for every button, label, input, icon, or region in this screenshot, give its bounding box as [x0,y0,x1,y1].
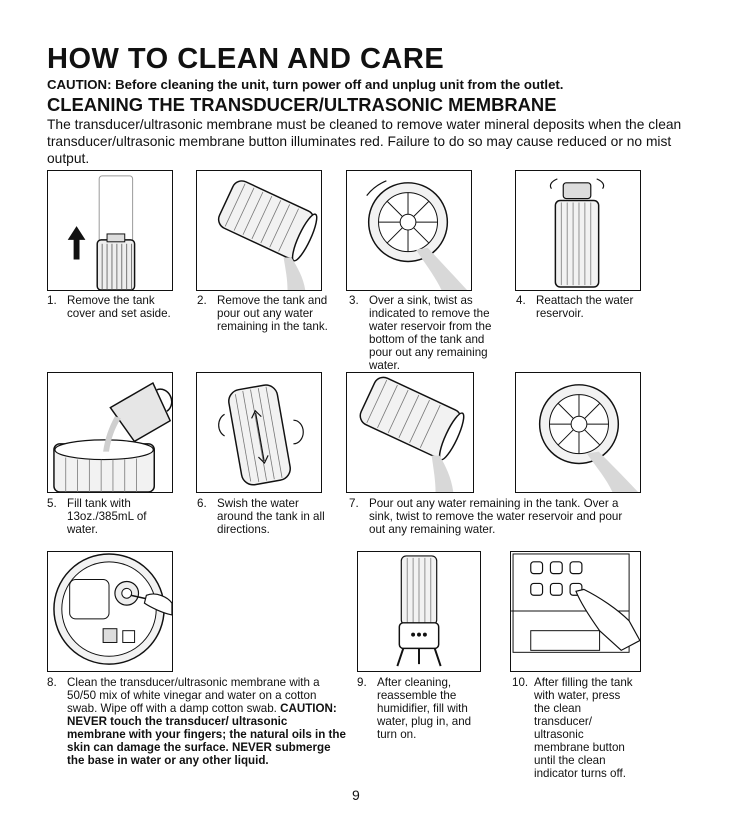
twist-again-illustration [516,373,640,492]
swish-illustration [197,373,321,492]
step-8 [47,676,347,767]
caution-line: CAUTION: Before cleaning the unit, turn power off and unplug unit from the outlet. [47,77,564,92]
illustration-press-clean-button [510,551,641,672]
step-number: 7. [349,497,359,510]
step-text: Remove the tank and pour out any water remaining in the tank. [217,294,328,333]
step-9 [357,676,482,741]
step-text: Remove the tank cover and set aside. [67,294,171,320]
step-number: 3. [349,294,359,307]
step-text: After filling the tank with water, press the clean transducer/ ultrasonic membrane button until the clean indicator turns off. [534,676,633,780]
step-number: 1. [47,294,57,307]
step-text: Over a sink, twist as indicated to remove the water reservoir from the bottom of the tank and pour out any remaining water. [369,294,492,372]
reattach-illustration [516,171,640,290]
illustration-fill-tank [47,372,173,493]
step-number: 9. [357,676,367,689]
page-title: HOW TO CLEAN AND CARE [47,43,445,75]
clean-membrane-illustration [48,552,172,671]
tank-cover-illustration [48,171,172,290]
step-text: After cleaning, reassemble the humidifier, fill with water, plug in, and turn on. [377,676,472,741]
reassemble-illustration [358,552,480,671]
intro-paragraph: The transducer/ultrasonic membrane must be cleaned to remove water mineral deposits when the clean transducer/ultrasonic membrane button illuminates red. Failure to do so may cause reduced or no mist output. [47,117,682,166]
step-number: 2. [197,294,207,307]
step-2 [197,294,342,333]
illustration-reassemble [357,551,481,672]
step-number: 4. [516,294,526,307]
illustration-remove-cover [47,170,173,291]
page-number: 9 [352,787,360,803]
step-6 [197,497,332,536]
step-text-group [67,676,347,767]
fill-tank-illustration [48,373,172,492]
step-text: Swish the water around the tank in all directions. [217,497,325,536]
step-text: Fill tank with 13oz./385mL of water. [67,497,147,536]
illustration-swish [196,372,322,493]
illustration-reattach-reservoir [515,170,641,291]
step-3 [349,294,509,372]
step-10 [512,676,637,780]
illustration-clean-membrane [47,551,173,672]
pour-again-illustration [347,373,473,492]
illustration-pour-tank [196,170,322,291]
step-number: 8. [47,676,57,689]
pour-tank-illustration [197,171,321,290]
step-7 [349,497,639,536]
step-warning: CAUTION: NEVER touch the transducer/ ultrasonic membrane with your fingers; the natural oils in the skin can damage the surface. NEVER submerge the base in water or any other liquid. [67,702,346,767]
step-text: Clean the transducer/ultrasonic membrane with a 50/50 mix of white vinegar and water on a cotton swab. Wipe off with a damp cotton swab. [67,676,320,715]
step-5 [47,497,177,536]
step-number: 6. [197,497,207,510]
illustration-twist-reservoir [346,170,472,291]
section-subtitle: CLEANING THE TRANSDUCER/ULTRASONIC MEMBRANE [47,94,557,115]
step-text: Pour out any water remaining in the tank. Over a sink, twist to remove the water reservoir and pour out any remaining water. [369,497,623,536]
step-number: 10. [512,676,529,689]
illustration-twist-again [515,372,641,493]
step-number: 5. [47,497,57,510]
press-button-illustration [511,552,640,671]
step-4 [516,294,646,320]
step-1 [47,294,177,320]
illustration-pour-again [346,372,474,493]
step-text: Reattach the water reservoir. [536,294,634,320]
twist-reservoir-illustration [347,171,471,290]
